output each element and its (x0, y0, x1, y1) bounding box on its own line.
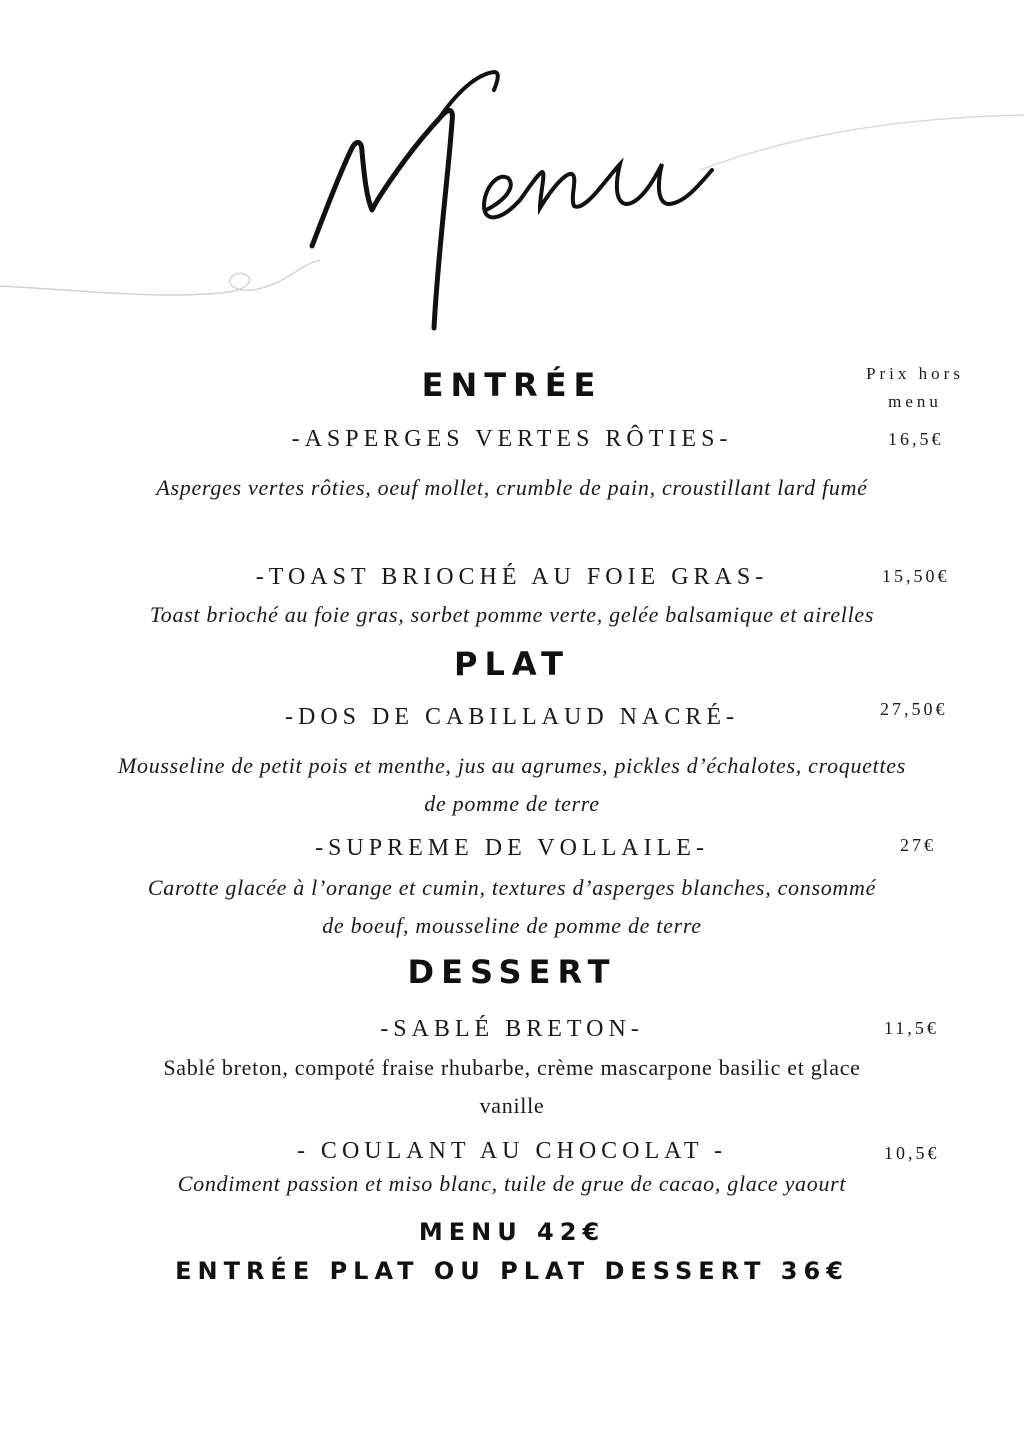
section-title-dessert: DESSERT (407, 953, 617, 991)
dish-price-supreme: 27€ (900, 835, 936, 855)
set-menu-combo-price: ENTRÉE PLAT OU PLAT DESSERT 36€ (175, 1257, 849, 1285)
dish-name-toast: -TOAST BRIOCHÉ AU FOIE GRAS- (255, 564, 769, 590)
dish-desc-supreme: Carotte glacée à l’orange et cumin, textures d’asperges blanches, consommé de boeuf, mousseline de pomme de terre (147, 875, 877, 938)
dish-price-toast: 15,50€ (882, 566, 950, 586)
dish-name-coulant: - COULANT AU CHOCOLAT - (296, 1138, 728, 1164)
dish-desc-coulant: Condiment passion et miso blanc, tuile de grue de cacao, glace yaourt (177, 1171, 847, 1196)
dish-name-asperges: -ASPERGES VERTES RÔTIES- (291, 426, 733, 452)
dish-price-asperges: 16,5€ (888, 429, 944, 449)
set-menu-price: MENU 42€ (418, 1218, 606, 1246)
dish-desc-cabillaud: Mousseline de petit pois et menthe, jus au agrumes, pickles d’échalotes, croquettes de pomme de terre (117, 753, 906, 816)
price-header-line1: Prix hors (866, 364, 964, 383)
dish-desc-toast: Toast brioché au foie gras, sorbet pomme verte, gelée balsamique et airelles (149, 602, 875, 627)
dish-name-sable: -SABLÉ BRETON- (380, 1016, 644, 1042)
dish-desc-sable: Sablé breton, compoté fraise rhubarbe, crème mascarpone basilic et glace vanille (163, 1055, 861, 1118)
section-title-entree: ENTRÉE (421, 366, 603, 404)
dish-price-coulant: 10,5€ (884, 1143, 940, 1163)
dish-desc-asperges: Asperges vertes rôties, oeuf mollet, crumble de pain, croustillant lard fumé (156, 475, 868, 500)
dish-price-cabillaud: 27,50€ (880, 699, 948, 719)
dish-name-cabillaud: -DOS DE CABILLAUD NACRÉ- (285, 704, 739, 730)
price-header-line2: menu (888, 392, 942, 411)
section-title-plat: PLAT (454, 645, 570, 683)
dish-name-supreme: -SUPREME DE VOLLAILE- (315, 835, 709, 861)
menu-title-lettering (0, 60, 1024, 350)
dish-price-sable: 11,5€ (884, 1018, 939, 1038)
